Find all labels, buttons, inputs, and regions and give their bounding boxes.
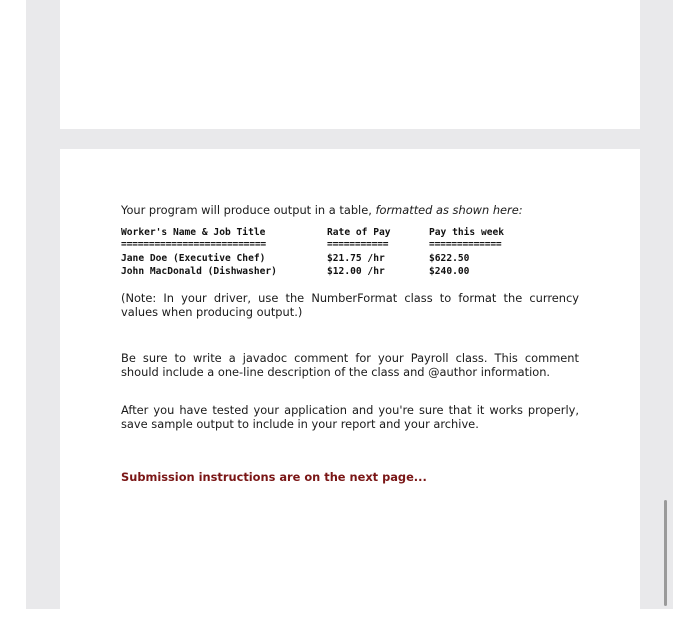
header-pay-this-week: Pay this week bbox=[429, 227, 505, 238]
header-name-title: Worker's Name & Job Title bbox=[121, 227, 266, 238]
row-2-rate: $12.00 /hr bbox=[327, 265, 385, 277]
row-1-name: Jane Doe (Executive Chef) bbox=[121, 253, 266, 264]
header-rate-of-pay: Rate of Pay bbox=[327, 227, 391, 238]
separator-pay: ============= bbox=[429, 239, 502, 250]
intro-text bbox=[121, 204, 579, 218]
separator-name: ========================== bbox=[121, 239, 266, 250]
note-paragraph: (Note: In your driver, use the NumberFormat class to format the currency values when producing output.) bbox=[121, 291, 579, 319]
intro-prefix: Your program will produce output in a table, bbox=[121, 203, 376, 217]
testing-paragraph: After you have tested your application and you're sure that it works properly, save sample output to include in your report and your archive. bbox=[121, 403, 579, 431]
current-page bbox=[60, 149, 640, 619]
separator-rate: =========== bbox=[327, 239, 389, 250]
previous-page bbox=[60, 0, 640, 129]
scrollbar-thumb[interactable] bbox=[664, 500, 667, 606]
row-2-pay: $240.00 bbox=[429, 265, 470, 277]
submission-instructions: Submission instructions are on the next page... bbox=[121, 470, 427, 484]
row-1-pay: $622.50 bbox=[429, 253, 470, 264]
intro-emphasis: formatted as shown here: bbox=[375, 203, 523, 217]
row-2-name: John MacDonald (Dishwasher) bbox=[121, 265, 277, 277]
javadoc-paragraph: Be sure to write a javadoc comment for your Payroll class. This comment should include a one-line description of the class and @author information. bbox=[121, 351, 579, 379]
row-1-rate: $21.75 /hr bbox=[327, 253, 385, 264]
